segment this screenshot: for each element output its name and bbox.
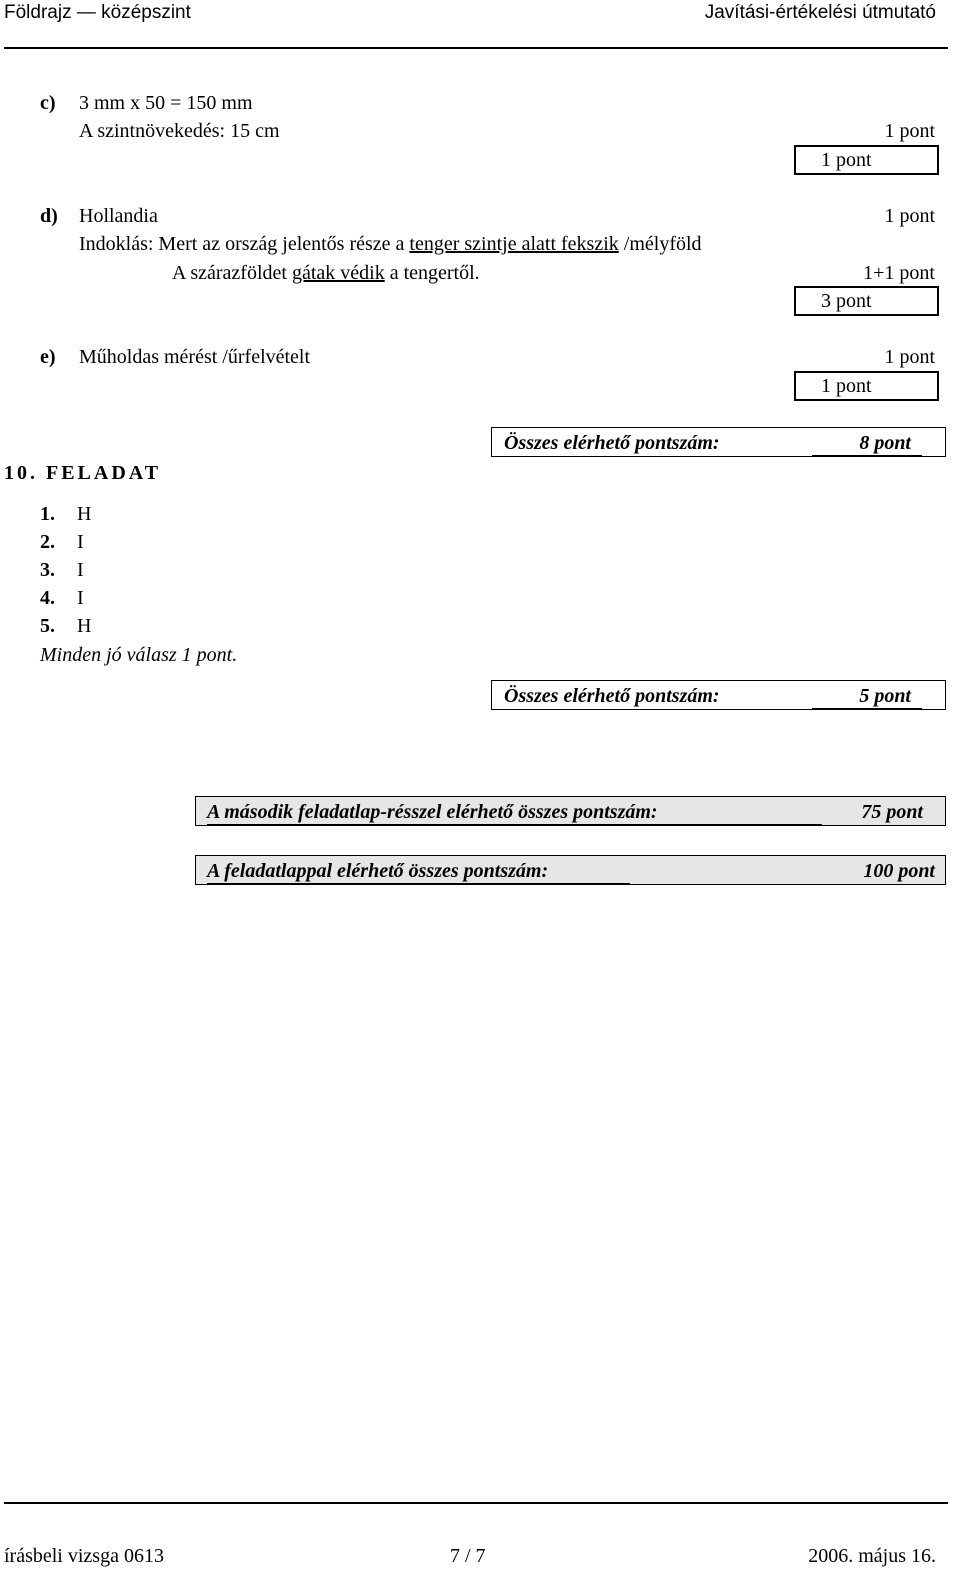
summary-box-2 [491, 680, 946, 710]
task10-item-4 [40, 586, 84, 610]
total-all-label: A feladatlappal elérhető összes pontszám: [207, 860, 549, 882]
summary-1-value-underline [812, 455, 922, 456]
total-all-box [195, 855, 946, 885]
task10-item-2-num: 2. [40, 531, 55, 553]
d-line3 [172, 261, 480, 285]
summary-1-value: 8 pont [859, 432, 911, 454]
d-line2-suffix: /mélyföld [618, 233, 702, 255]
task10-item-4-num: 4. [40, 587, 55, 609]
d-line1-points: 1 pont [884, 205, 935, 227]
task10-item-1-num: 1. [40, 503, 55, 525]
d-label: d) [40, 205, 58, 227]
total-all-value: 100 pont [863, 860, 935, 882]
task10-item-1 [40, 502, 92, 526]
d-line3-prefix: A szárazföldet [172, 262, 292, 284]
d-line2-prefix: Indoklás: Mert az ország jelentős része a [79, 233, 410, 255]
d-line2-underlined: tenger szintje alatt fekszik [409, 233, 619, 255]
c-label: c) [40, 92, 56, 114]
task10-item-5-answer: H [77, 615, 92, 637]
e-line1: Műholdas mérést /űrfelvételt [79, 346, 311, 368]
task10-item-3-num: 3. [40, 559, 55, 581]
summary-box-1 [491, 427, 946, 457]
summary-2-value: 5 pont [859, 685, 911, 707]
c-subtotal-box: 1 pont [794, 145, 939, 175]
e-subtotal-box: 1 pont [794, 371, 939, 401]
total-part2-box [195, 796, 946, 826]
total-part2-underline [207, 824, 822, 825]
task10-item-2 [40, 530, 84, 554]
header-right: Javítási-értékelési útmutató [704, 2, 936, 23]
c-points: 1 pont [884, 120, 935, 142]
d-line1: Hollandia [79, 205, 158, 227]
d-line2 [79, 232, 702, 256]
task10-item-3-answer: I [77, 559, 84, 581]
task10-note: Minden jó válasz 1 pont. [40, 644, 238, 666]
task10-item-4-answer: I [77, 587, 84, 609]
c-line1: 3 mm x 50 = 150 mm [79, 92, 253, 114]
header-left: Földrajz — középszint [4, 2, 191, 23]
d-line3-points: 1+1 pont [863, 262, 935, 284]
task10-item-2-answer: I [77, 531, 84, 553]
summary-2-value-underline [812, 708, 922, 709]
footer-right: 2006. május 16. [808, 1545, 936, 1567]
d-line3-suffix: a tengertől. [384, 262, 480, 284]
total-part2-value: 75 pont [861, 801, 923, 823]
task10-item-3 [40, 558, 84, 582]
footer-left: írásbeli vizsga 0613 [4, 1545, 164, 1567]
footer-rule [4, 1502, 948, 1504]
d-subtotal-box: 3 pont [794, 286, 939, 316]
task10-item-5-num: 5. [40, 615, 55, 637]
task10-item-1-answer: H [77, 503, 92, 525]
footer-center: 7 / 7 [450, 1545, 486, 1567]
task10-title: 10. FELADAT [4, 462, 162, 484]
header-rule [4, 47, 948, 49]
summary-2-label: Összes elérhető pontszám: [504, 685, 720, 707]
d-line3-underlined: gátak védik [291, 262, 385, 284]
total-all-underline [207, 883, 630, 884]
task10-item-5 [40, 614, 92, 638]
total-part2-label: A második feladatlap-résszel elérhető összes pontszám: [207, 801, 658, 823]
e-label: e) [40, 346, 56, 368]
e-points: 1 pont [884, 346, 935, 368]
summary-1-label: Összes elérhető pontszám: [504, 432, 720, 454]
c-line2: A szintnövekedés: 15 cm [79, 120, 280, 142]
